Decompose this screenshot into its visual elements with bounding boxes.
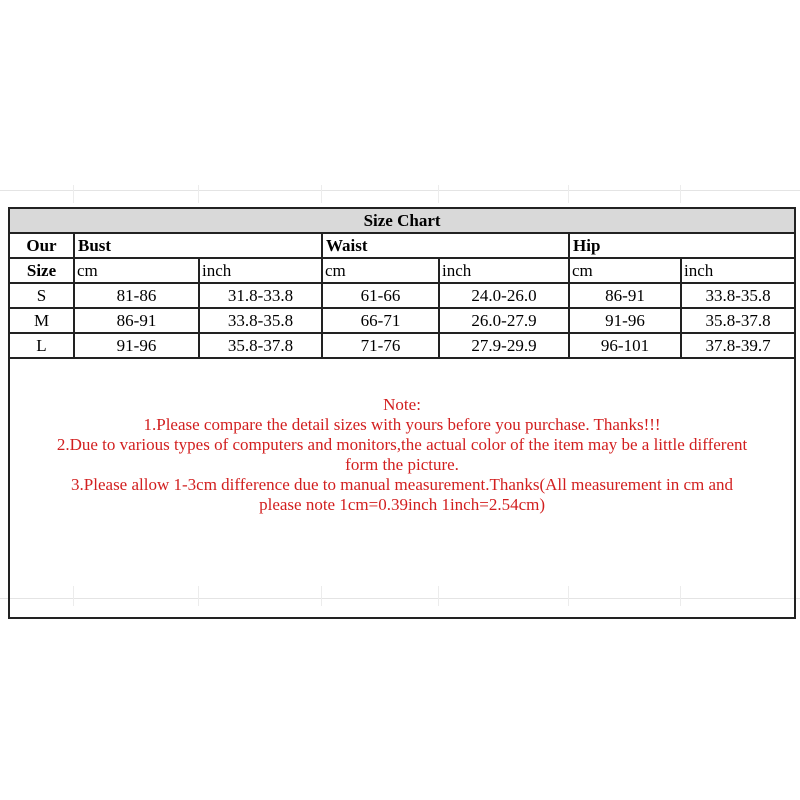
- size-label: M: [9, 308, 74, 333]
- note-line: form the picture.: [345, 455, 459, 474]
- measurement-cell: 66-71: [322, 308, 439, 333]
- measurement-cell: 86-91: [74, 308, 199, 333]
- unit-header: inch: [681, 258, 795, 283]
- size-label: S: [9, 283, 74, 308]
- measurement-cell: 26.0-27.9: [439, 308, 569, 333]
- sheet-gridline: [198, 185, 199, 203]
- measurement-cell: 71-76: [322, 333, 439, 358]
- measurement-cell: 35.8-37.8: [681, 308, 795, 333]
- size-label: L: [9, 333, 74, 358]
- note-line: please note 1cm=0.39inch 1inch=2.54cm): [259, 495, 545, 514]
- sheet-gridline: [73, 185, 74, 203]
- unit-header: cm: [322, 258, 439, 283]
- measurement-cell: 33.8-35.8: [681, 283, 795, 308]
- unit-header: inch: [199, 258, 322, 283]
- measurement-cell: 96-101: [569, 333, 681, 358]
- unit-header: cm: [74, 258, 199, 283]
- unit-header: cm: [569, 258, 681, 283]
- table-row: [9, 333, 795, 358]
- unit-header-row: [9, 258, 795, 283]
- note-line: 2.Due to various types of computers and monitors,the actual color of the item may be a little different: [56, 435, 748, 454]
- measurement-cell: 27.9-29.9: [439, 333, 569, 358]
- measurement-cell: 31.8-33.8: [199, 283, 322, 308]
- notes-row: [9, 358, 795, 618]
- our-size-label-bottom: Size: [9, 258, 74, 283]
- our-size-label-top: Our: [9, 233, 74, 258]
- measurement-cell: 24.0-26.0: [439, 283, 569, 308]
- waist-header: Waist: [322, 233, 569, 258]
- measurement-cell: 61-66: [322, 283, 439, 308]
- note-line: 3.Please allow 1-3cm difference due to manual measurement.Thanks(All measurement in cm and: [71, 475, 734, 494]
- note-heading: Note:: [383, 395, 421, 414]
- unit-header: inch: [439, 258, 569, 283]
- measurement-cell: 33.8-35.8: [199, 308, 322, 333]
- table-title: Size Chart: [9, 208, 795, 233]
- measurement-cell: 91-96: [569, 308, 681, 333]
- sheet-gridline: [680, 185, 681, 203]
- table-row: [9, 308, 795, 333]
- table-row: [9, 283, 795, 308]
- sheet-gridline: [568, 185, 569, 203]
- group-header-row: [9, 233, 795, 258]
- size-chart-table: [8, 207, 796, 619]
- title-row: [9, 208, 795, 233]
- measurement-cell: 86-91: [569, 283, 681, 308]
- measurement-cell: 37.8-39.7: [681, 333, 795, 358]
- measurement-cell: 35.8-37.8: [199, 333, 322, 358]
- measurement-cell: 91-96: [74, 333, 199, 358]
- bust-header: Bust: [74, 233, 322, 258]
- sheet-gridline: [438, 185, 439, 203]
- sheet-gridline: [321, 185, 322, 203]
- notes-box: [9, 358, 795, 618]
- note-line: 1.Please compare the detail sizes with yours before you purchase. Thanks!!!: [143, 415, 661, 434]
- hip-header: Hip: [569, 233, 795, 258]
- measurement-cell: 81-86: [74, 283, 199, 308]
